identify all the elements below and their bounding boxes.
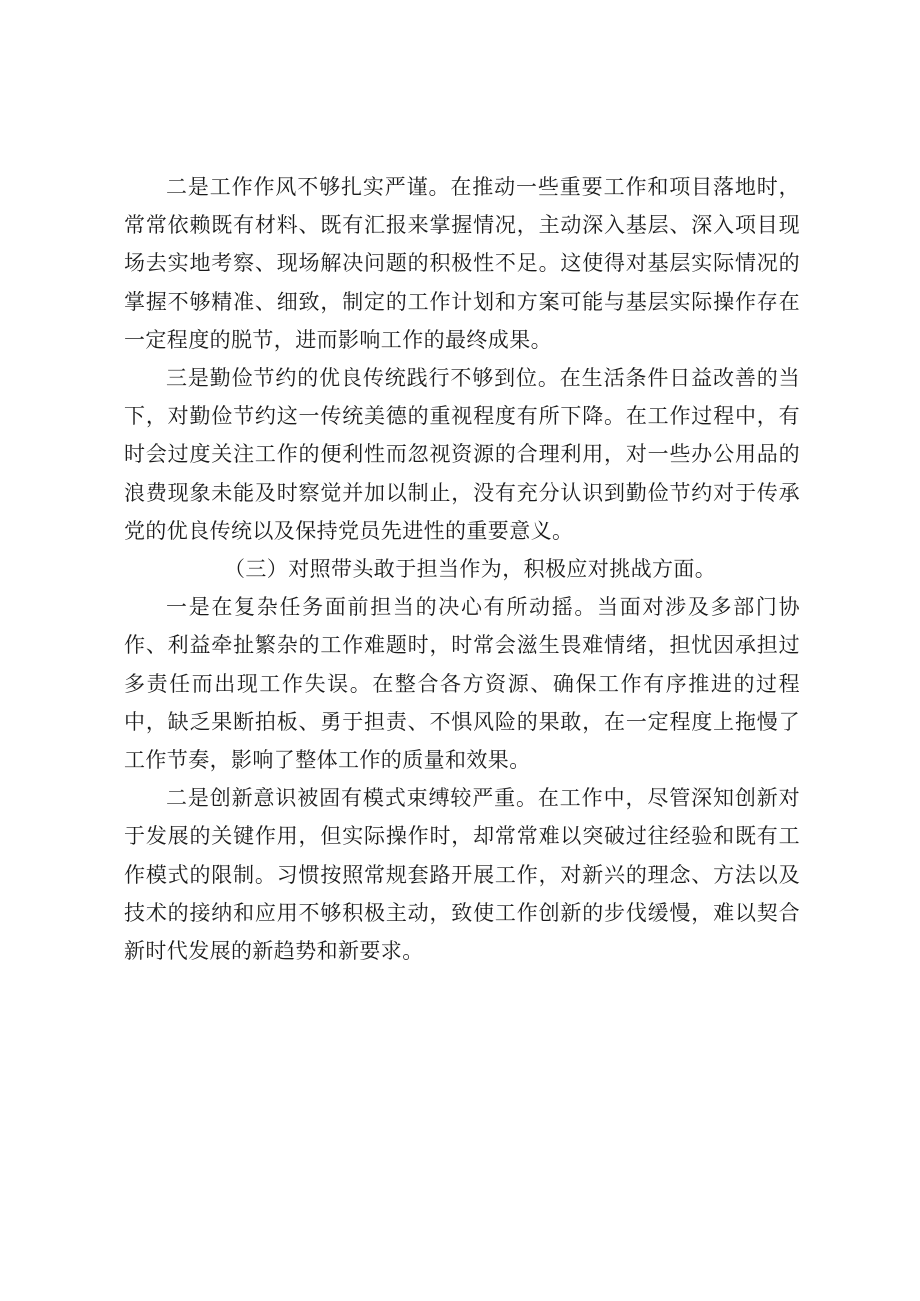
paragraph-innovation: 二是创新意识被固有模式束缚较严重。在工作中，尽管深知创新对于发展的关键作用，但实际操作时，却常常难以突破过往经验和既有工作模式的限制。习惯按照常规套路开展工作，对新兴的理念、方法以及技术的接纳和应用不够积极主动，致使工作创新的步伐缓慢，难以契合新时代发展的新趋势和新要求。 <box>124 786 800 964</box>
section-heading-3: （三）对照带头敢于担当作为，积极应对挑战方面。 <box>224 557 717 582</box>
paragraph-work-style: 二是工作作风不够扎实严谨。在推动一些重要工作和项目落地时，常常依赖既有材料、既有汇报来掌握情况，主动深入基层、深入项目现场去实地考察、现场解决问题的积极性不足。这使得对基层实际情况的掌握不够精准、细致，制定的工作计划和方案可能与基层实际操作存在一定程度的脱节，进而影响工作的最终成果。 <box>124 175 800 352</box>
document-body <box>124 168 800 970</box>
paragraph-responsibility: 一是在复杂任务面前担当的决心有所动摇。当面对涉及多部门协作、利益牵扯繁杂的工作难题时，时常会滋生畏难情绪，担忧因承担过多责任而出现工作失误。在整合各方资源、确保工作有序推进的过程中，缺乏果断拍板、勇于担责、不惧风险的果敢，在一定程度上拖慢了工作节奏，影响了整体工作的质量和效果。 <box>124 595 800 773</box>
paragraph-frugality: 三是勤俭节约的优良传统践行不够到位。在生活条件日益改善的当下，对勤俭节约这一传统美德的重视程度有所下降。在工作过程中，有时会过度关注工作的便利性而忽视资源的合理利用，对一些办公用品的浪费现象未能及时察觉并加以制止，没有充分认识到勤俭节约对于传承党的优良传统以及保持党员先进性的重要意义。 <box>124 366 800 543</box>
